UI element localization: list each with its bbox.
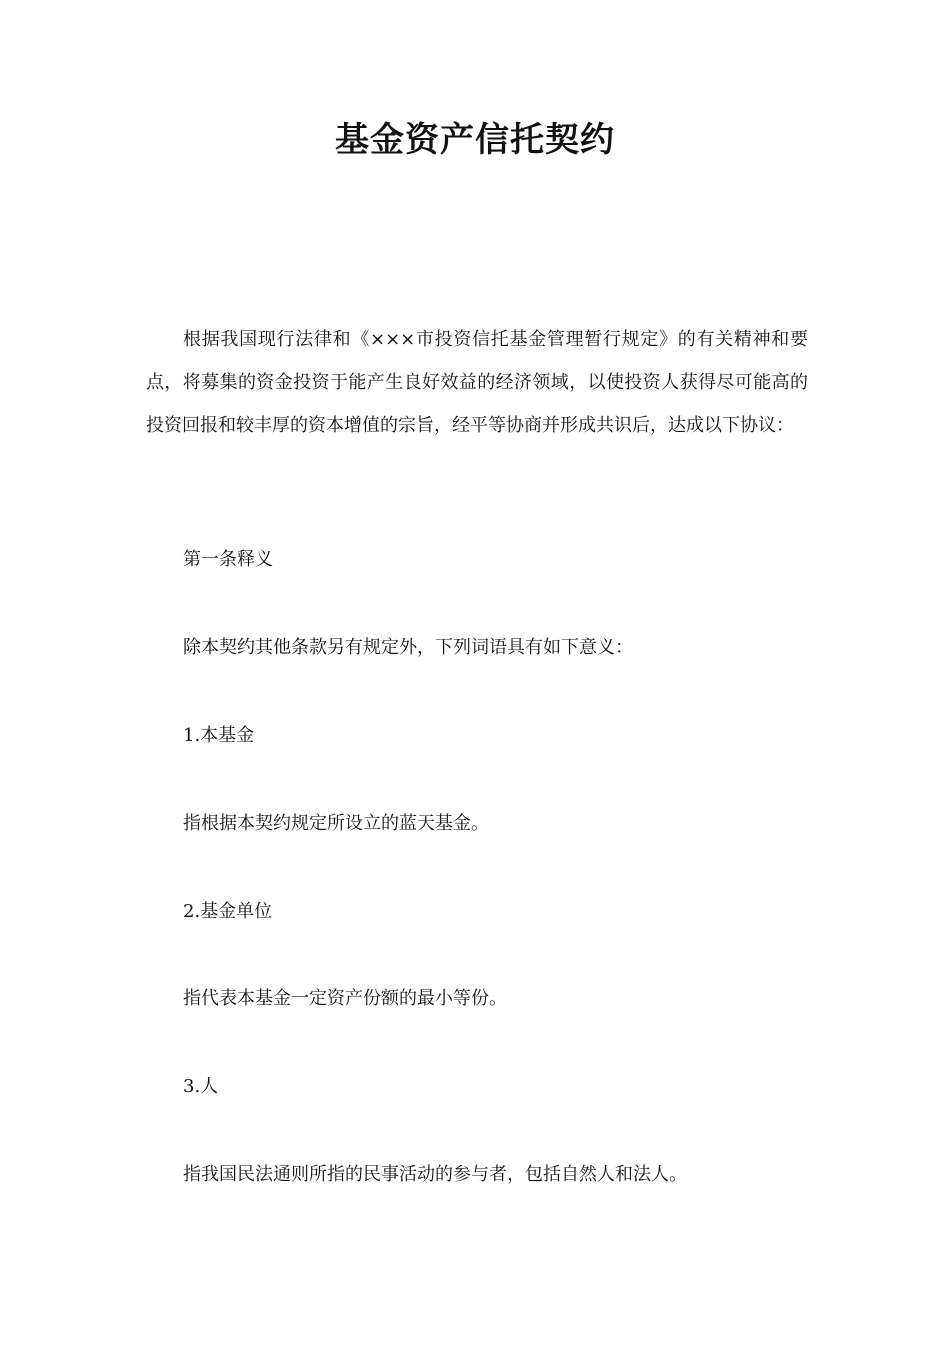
term-heading: 3.人 (183, 1076, 219, 1097)
term-definition: 指代表本基金一定资产份额的最小等份。 (183, 988, 507, 1009)
term-heading: 2.基金单位 (183, 901, 273, 922)
term-definition: 指根据本契约规定所设立的蓝天基金。 (183, 813, 489, 834)
article-heading: 第一条释义 (183, 549, 273, 570)
term-definition: 指我国民法通则所指的民事活动的参与者，包括自然人和法人。 (183, 1164, 687, 1185)
definition-intro: 除本契约其他条款另有规定外，下列词语具有如下意义： (183, 637, 633, 658)
intro-paragraph: 根据我国现行法律和《×××市投资信托基金管理暂行规定》的有关精神和要点，将募集的资金投资于能产生良好效益的经济领域，以使投资人获得尽可能高的投资回报和较丰厚的资本增值的宗旨，经平等协商并形成共识后，达成以下协议： (146, 329, 808, 436)
document-title: 基金资产信托契约 (335, 120, 615, 160)
term-heading: 1.本基金 (183, 725, 255, 746)
